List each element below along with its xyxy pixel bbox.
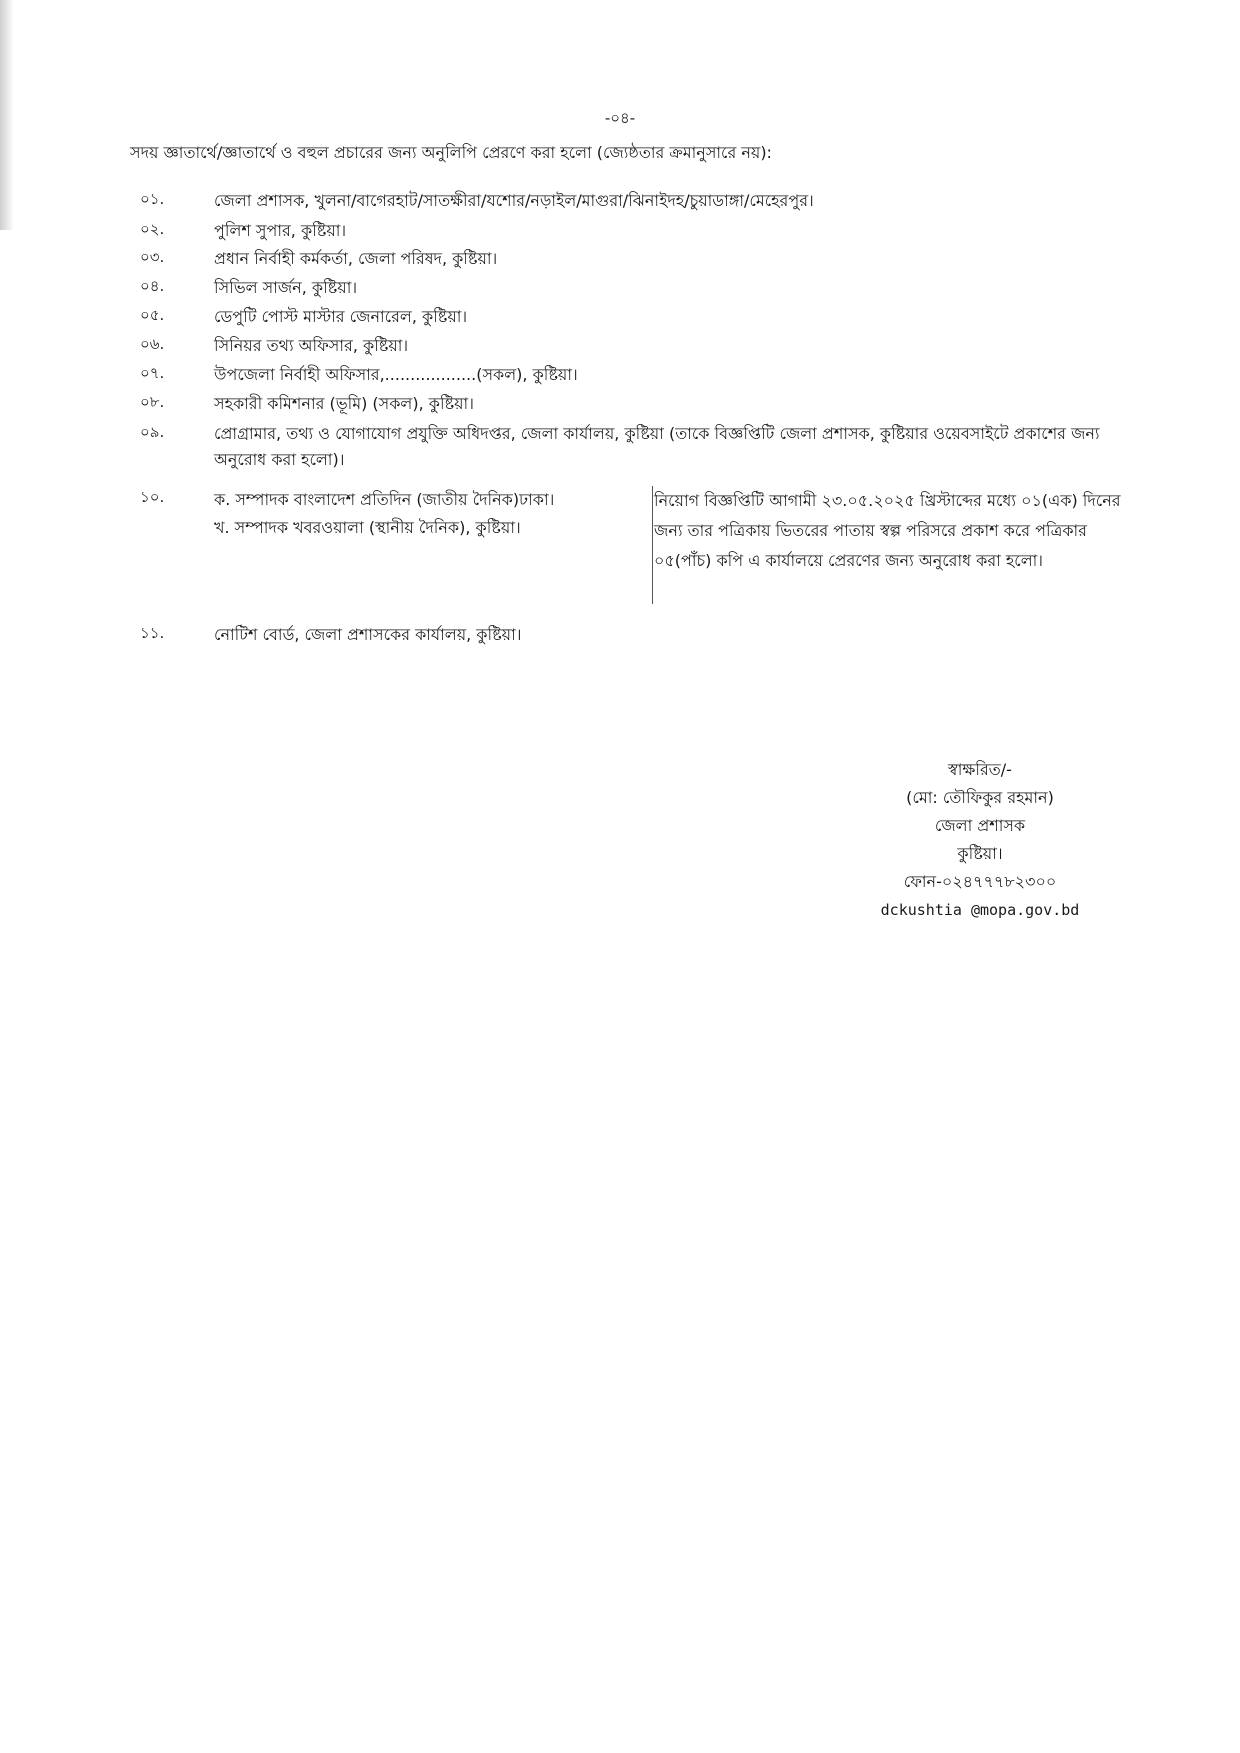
list-item-text: পুলিশ সুপার, কুষ্টিয়া। xyxy=(214,221,347,240)
newspaper-national: ক. সম্পাদক বাংলাদেশ প্রতিদিন (জাতীয় দৈনিক)ঢাকা। xyxy=(214,490,555,509)
list-item-number: ০৫. xyxy=(140,306,165,324)
list-item-text: নোটিশ বোর্ড, জেলা প্রশাসকের কার্যালয়, কুষ্টিয়া। xyxy=(214,625,522,644)
list-item-text: সিনিয়র তথ্য অফিসার, কুষ্টিয়া। xyxy=(214,336,409,355)
list-item-number: ১০. xyxy=(140,488,165,506)
list-item-number: ০২. xyxy=(140,220,165,238)
newspaper-request-text: নিয়োগ বিজ্ঞপ্তিটি আগামী ২৩.০৫.২০২৫ খ্রিস্টাব্দের মধ্যে ০১(এক) দিনের জন্য তার পত্রিকায় ভিতরের পাতায় স্বল্প পরিসরে প্রকাশ করে পত্রিকার ০৫(পাঁচ) কপি এ কার্যালয়ে প্রেরণের জন্য অনুরোধ করা হলো। xyxy=(654,491,1121,570)
list-item-number: ০৬. xyxy=(140,335,165,353)
list-item-text: প্রোগ্রামার, তথ্য ও যোগাযোগ প্রযুক্তি অধিদপ্তর, জেলা কার্যালয়, কুষ্টিয়া (তাকে বিজ্ঞপ্তিটি জেলা প্রশাসক, কুষ্টিয়ার ওয়েবসাইটে প্রকাশের জন্য অনুরোধ করা হলো)। xyxy=(214,424,1100,469)
signatory-name: (মো: তৌফিকুর রহমান) xyxy=(906,788,1054,807)
signatory-email: dckushtia @mopa.gov.bd xyxy=(880,901,1080,919)
page-number: -০৪- xyxy=(604,109,636,127)
signature-block xyxy=(860,756,1100,924)
list-item-text: প্রধান নির্বাহী কর্মকর্তা, জেলা পরিষদ, কুষ্টিয়া। xyxy=(214,249,498,268)
list-item-text: উপজেলা নির্বাহী অফিসার,..................(সকল), কুষ্টিয়া। xyxy=(214,365,578,384)
signatory-district: কুষ্টিয়া। xyxy=(957,844,1003,863)
list-item-text: সহকারী কমিশনার (ভূমি) (সকল), কুষ্টিয়া। xyxy=(214,394,474,413)
newspaper-list xyxy=(214,486,654,542)
list-item-number: ০৩. xyxy=(140,248,165,266)
list-item-text: জেলা প্রশাসক, খুলনা/বাগেরহাট/সাতক্ষীরা/যশোর/নড়াইল/মাগুরা/ঝিনাইদহ/চুয়াডাঙ্গা/মেহেরপুর। xyxy=(214,191,814,210)
list-item-text: ডেপুটি পোস্ট মাস্টার জেনারেল, কুষ্টিয়া। xyxy=(214,307,468,326)
list-item-text: সিভিল সার্জন, কুষ্টিয়া। xyxy=(214,278,358,297)
signatory-title: জেলা প্রশাসক xyxy=(934,816,1026,835)
list-item-number: ০১. xyxy=(140,190,165,208)
signed-mark: স্বাক্ষরিত/- xyxy=(948,760,1012,779)
distribution-intro: সদয় জ্ঞাতার্থে/জ্ঞাতার্থে ও বহুল প্রচারের জন্য অনুলিপি প্রেরণে করা হলো (জ্যেষ্ঠতার ক্রমানুসারে নয়): xyxy=(130,143,772,162)
list-item-number: ০৭. xyxy=(140,364,165,382)
list-item-number: ০৮. xyxy=(140,393,165,411)
list-item-number: ০৯. xyxy=(140,423,165,441)
list-item-number: ১১. xyxy=(140,624,165,642)
signatory-phone: ফোন-০২৪৭৭৭৮২৩০০ xyxy=(903,872,1057,891)
newspaper-local: খ. সম্পাদক খবরওয়ালা (স্থানীয় দৈনিক), কুষ্টিয়া। xyxy=(214,518,521,537)
divider-line xyxy=(652,486,653,604)
list-item-number: ০৪. xyxy=(140,277,165,295)
